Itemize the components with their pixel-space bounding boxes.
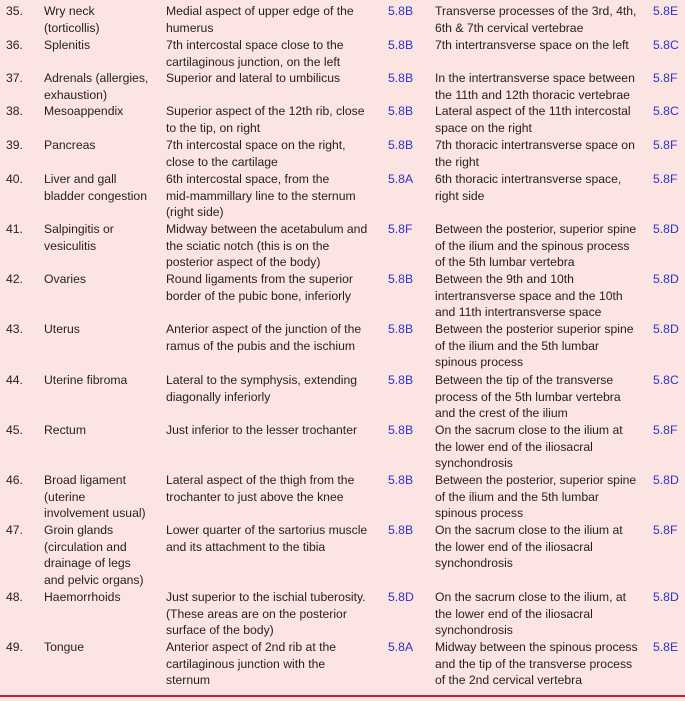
anterior-point-cell: Superior aspect of the 12th rib, close to the tip, on right bbox=[166, 104, 365, 135]
posterior-figure-ref: 5.8F bbox=[653, 138, 678, 152]
posterior-figure-ref: 5.8D bbox=[653, 272, 679, 286]
posterior-point-cell: Between the tip of the transverse process of the 5th lumbar vertebra and the crest of the ilium bbox=[435, 373, 621, 421]
row-number: 43. bbox=[6, 322, 23, 336]
anterior-figure-ref: 5.8B bbox=[388, 272, 414, 286]
anterior-figure-ref: 5.8B bbox=[388, 71, 414, 85]
condition-cell: Tongue bbox=[44, 640, 84, 654]
condition-cell: Wry neck (torticollis) bbox=[44, 4, 100, 35]
posterior-point-cell: On the sacrum close to the ilium at the lower end of the iliosacral synchondrosis bbox=[435, 523, 623, 571]
condition-cell: Salpingitis or vesiculitis bbox=[44, 222, 114, 253]
posterior-figure-ref: 5.8E bbox=[653, 640, 679, 654]
posterior-point-cell: Transverse processes of the 3rd, 4th, 6th & 7th cervical vertebrae bbox=[435, 4, 637, 35]
row-number: 49. bbox=[6, 640, 23, 654]
condition-cell: Mesoappendix bbox=[44, 104, 124, 118]
anterior-figure-ref: 5.8B bbox=[388, 423, 414, 437]
posterior-figure-ref: 5.8D bbox=[653, 473, 679, 487]
anterior-point-cell: Anterior aspect of the junction of the ramus of the pubis and the ischium bbox=[166, 322, 362, 353]
row-number: 45. bbox=[6, 423, 23, 437]
posterior-point-cell: Between the 9th and 10th intertransverse space and the 10th and 11th intertransverse space bbox=[435, 272, 623, 320]
posterior-point-cell: Between the posterior, superior spine of the ilium and the 5th lumbar spinous process bbox=[435, 473, 637, 521]
anterior-point-cell: Lower quarter of the sartorius muscle and its attachment to the tibia bbox=[166, 523, 368, 554]
condition-cell: Pancreas bbox=[44, 138, 96, 152]
bottom-rule bbox=[0, 695, 685, 697]
posterior-point-cell: In the intertransverse space between the 11th and 12th thoracic vertebrae bbox=[435, 71, 635, 102]
row-number: 39. bbox=[6, 138, 23, 152]
anterior-point-cell: Lateral aspect of the thigh from the trochanter to just above the knee bbox=[166, 473, 355, 504]
anterior-figure-ref: 5.8B bbox=[388, 104, 414, 118]
posterior-figure-ref: 5.8E bbox=[653, 4, 679, 18]
condition-cell: Groin glands (circulation and drainage of legs and pelvic organs) bbox=[44, 523, 144, 587]
anterior-point-cell: Superior and lateral to umbilicus bbox=[166, 71, 341, 85]
posterior-figure-ref: 5.8D bbox=[653, 590, 679, 604]
posterior-point-cell: 7th thoracic intertransverse space on the right bbox=[435, 138, 635, 169]
anterior-point-cell: Just inferior to the lesser trochanter bbox=[166, 423, 358, 437]
condition-cell: Ovaries bbox=[44, 272, 86, 286]
anterior-figure-ref: 5.8A bbox=[388, 640, 414, 654]
anterior-point-cell: 7th intercostal space close to the cartilaginous junction, on the left bbox=[166, 38, 344, 69]
condition-cell: Splenitis bbox=[44, 38, 91, 52]
posterior-point-cell: 6th thoracic intertransverse space, right side bbox=[435, 172, 622, 203]
anterior-figure-ref: 5.8A bbox=[388, 172, 414, 186]
posterior-point-cell: On the sacrum close to the ilium, at the lower end of the iliosacral synchondrosis bbox=[435, 590, 627, 638]
anterior-figure-ref: 5.8B bbox=[388, 38, 414, 52]
anterior-point-cell: Medial aspect of upper edge of the humerus bbox=[166, 4, 354, 35]
posterior-figure-ref: 5.8F bbox=[653, 172, 678, 186]
anterior-point-cell: 6th intercostal space, from the mid-mammillary line to the sternum (right side) bbox=[166, 172, 356, 220]
condition-cell: Rectum bbox=[44, 423, 86, 437]
condition-cell: Haemorrhoids bbox=[44, 590, 121, 604]
row-number: 44. bbox=[6, 373, 23, 387]
row-number: 35. bbox=[6, 4, 23, 18]
posterior-figure-ref: 5.8D bbox=[653, 322, 679, 336]
anterior-figure-ref: 5.8B bbox=[388, 138, 414, 152]
condition-cell: Broad ligament (uterine involvement usual) bbox=[44, 473, 146, 521]
anterior-figure-ref: 5.8B bbox=[388, 373, 414, 387]
anterior-figure-ref: 5.8B bbox=[388, 473, 414, 487]
anterior-point-cell: Anterior aspect of 2nd rib at the cartilaginous junction with the sternum bbox=[166, 640, 337, 688]
posterior-point-cell: Lateral aspect of the 11th intercostal space on the right bbox=[435, 104, 631, 135]
anterior-figure-ref: 5.8D bbox=[388, 590, 414, 604]
posterior-figure-ref: 5.8C bbox=[653, 373, 679, 387]
posterior-point-cell: 7th intertransverse space on the left bbox=[435, 38, 629, 52]
anterior-point-cell: 7th intercostal space on the right, close to the cartilage bbox=[166, 138, 346, 169]
posterior-point-cell: Midway between the spinous process and the tip of the transverse process of the 2nd cervical vertebra bbox=[435, 640, 638, 688]
anterior-point-cell: Lateral to the symphysis, extending diagonally inferiorly bbox=[166, 373, 358, 404]
condition-cell: Liver and gall bladder congestion bbox=[44, 172, 147, 203]
posterior-figure-ref: 5.8F bbox=[653, 71, 678, 85]
posterior-figure-ref: 5.8D bbox=[653, 222, 679, 236]
posterior-figure-ref: 5.8F bbox=[653, 423, 678, 437]
condition-cell: Adrenals (allergies, exhaustion) bbox=[44, 71, 149, 102]
anterior-point-cell: Round ligaments from the superior border of the pubic bone, inferiorly bbox=[166, 272, 353, 303]
anterior-figure-ref: 5.8B bbox=[388, 4, 414, 18]
condition-cell: Uterus bbox=[44, 322, 80, 336]
row-number: 37. bbox=[6, 71, 23, 85]
condition-cell: Uterine fibroma bbox=[44, 373, 128, 387]
posterior-point-cell: On the sacrum close to the ilium at the lower end of the iliosacral synchondrosis bbox=[435, 423, 623, 471]
posterior-point-cell: Between the posterior superior spine of the ilium and the 5th lumbar spinous process bbox=[435, 322, 634, 370]
anterior-figure-ref: 5.8B bbox=[388, 322, 414, 336]
posterior-figure-ref: 5.8C bbox=[653, 38, 679, 52]
posterior-point-cell: Between the posterior, superior spine of the ilium and the spinous process of the 5th lumbar vertebra bbox=[435, 222, 637, 270]
row-number: 38. bbox=[6, 104, 23, 118]
posterior-figure-ref: 5.8F bbox=[653, 523, 678, 537]
row-number: 41. bbox=[6, 222, 23, 236]
row-number: 46. bbox=[6, 473, 23, 487]
row-number: 47. bbox=[6, 523, 23, 537]
anterior-point-cell: Midway between the acetabulum and the sciatic notch (this is on the posterior aspect of the body) bbox=[166, 222, 368, 270]
anterior-point-cell: Just superior to the ischial tuberosity. (These areas are on the posterior surface of the body) bbox=[166, 590, 366, 638]
posterior-figure-ref: 5.8C bbox=[653, 104, 679, 118]
row-number: 40. bbox=[6, 172, 23, 186]
row-number: 42. bbox=[6, 272, 23, 286]
anterior-figure-ref: 5.8B bbox=[388, 523, 414, 537]
row-number: 48. bbox=[6, 590, 23, 604]
row-number: 36. bbox=[6, 38, 23, 52]
anterior-figure-ref: 5.8F bbox=[388, 222, 413, 236]
